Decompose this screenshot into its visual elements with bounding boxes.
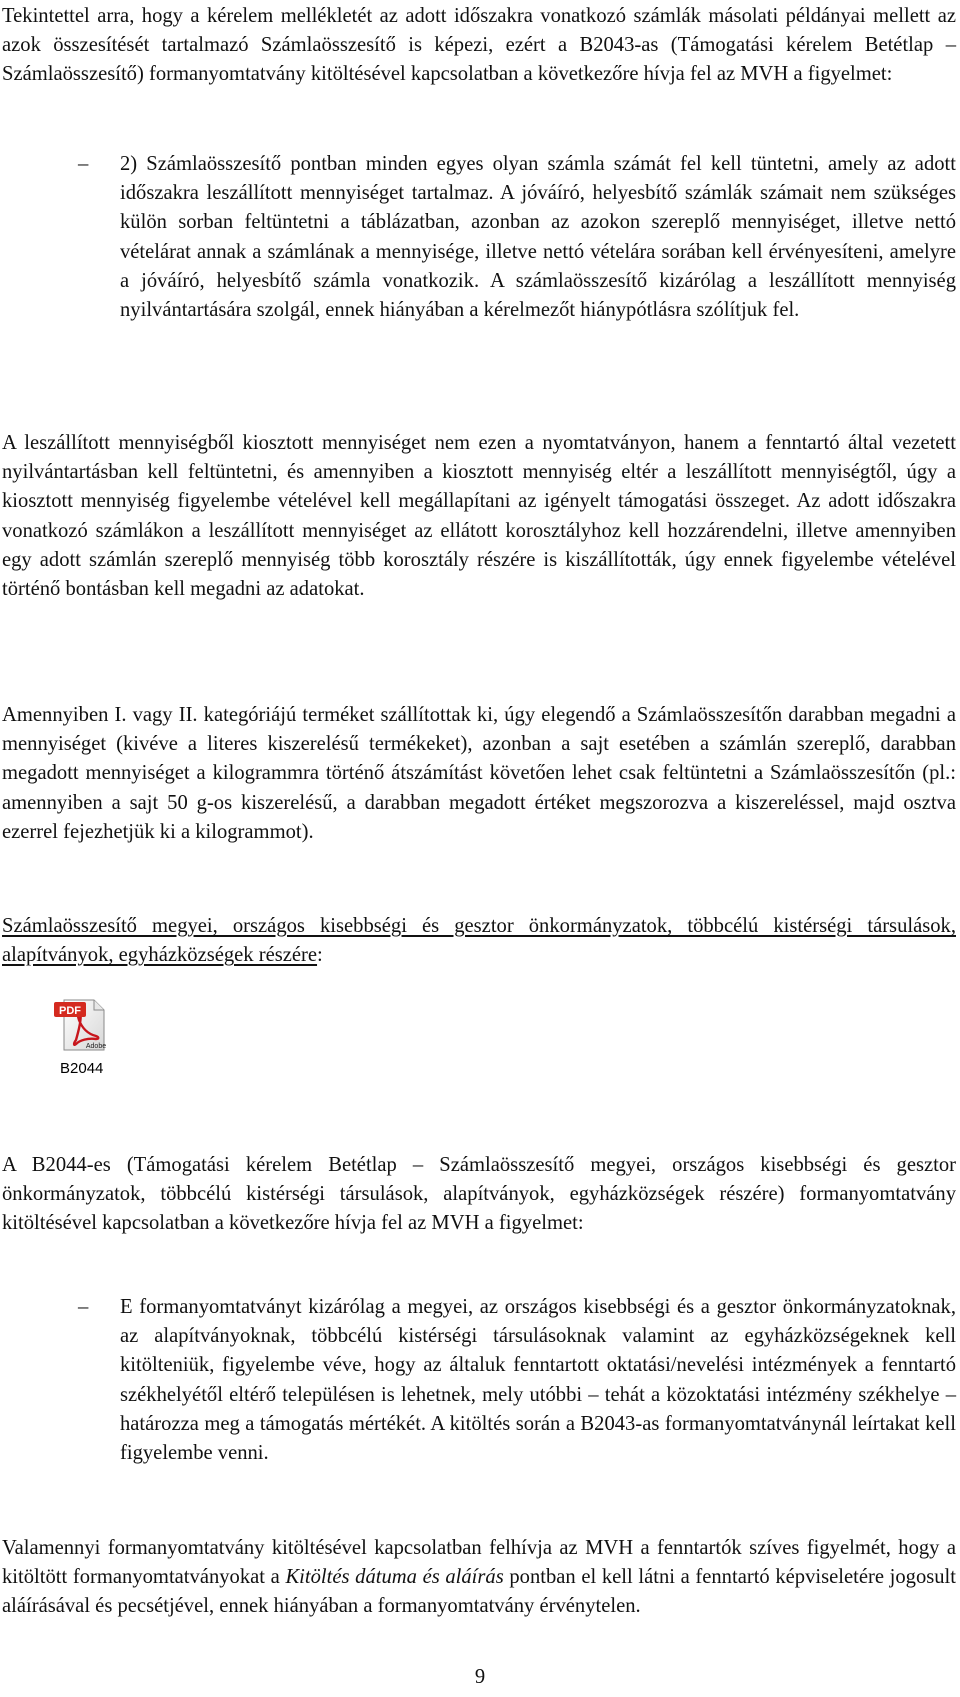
paragraph-leszallitott-mennyiseg: A leszállított mennyiségből kiosztott mennyiséget nem ezen a nyomtatványon, hanem a fenntartó által vezetett nyilvántartásban kell feltüntetni, és amennyiben a kiosztott mennyiség eltér a leszállított mennyiségtől, úgy a kiosztott mennyiség figyelembe vételével kell megállapítani az igényelt támogatási összeget. Az adott időszakra vonatkozó számlákon a leszállított mennyiséget az ellátott korosztályhoz kell hozzárendelni, illetve amennyiben egy adott számlán szereplő mennyiség több korosztály részére is kiszállították, úgy ennek figyelembe vételével történő bontásban kell megadni az adatokat. [2,432,956,601]
closing-text-start: Valamennyi formanyomtatvány kitöltésével kapcsolatban felhívja az MVH a fenntartók szíves figyelmét, hogy a kitöltött formanyomtatványokat a [2,1537,956,1589]
closing-text-end: pontban el kell látni a fenntartó képviseletére jogosult aláírásával és pecsétjével, ennek hiányában a formanyomtatvány érvénytelen. [2,1566,956,1618]
b2044-pdf-attachment[interactable] [52,996,124,1077]
attachment-label: B2044 [60,1060,104,1077]
intro-paragraph: Tekintettel arra, hogy a kérelem mellékletét az adott időszakra vonatkozó számlák másolati példányai mellett az azok összesítését tartalmazó Számlaösszesítő is képezi, ezért a B2043-as (Támogatási kérelem Betétlap – Számlaösszesítő) formanyomtatvány kitöltésével kapcsolatban a következőre hívja fel az MVH a figyelmet: [2,5,956,86]
bullet-paragraph-szamlaosszesito: 2) Számlaösszesítő pontban minden egyes olyan számla számát fel kell tüntetni, amely az adott időszakra leszállított mennyiséget tartalmaz. A jóváíró, helyesbítő számlák számait nem szükséges külön sorban feltüntetni a táblázatban, azonban az azokon szereplő mennyiséget, illetve nettó vételárat annak a számlának a mennyisége, illetve nettó vételára sorában kell érvényesíteni, amelyre a jóváíró, helyesbítő számla vonatkozik. A számlaösszesítő kizárólag a leszállított mennyiség nyilvántartására szolgál, ennek hiányában a kérelmezőt hiánypótlásra szólítjuk fel. [120,153,956,322]
pdf-badge-text: PDF [59,1005,81,1017]
heading-colon: : [317,944,323,967]
pdf-adobe-icon [52,996,112,1054]
bullet-dash: – [78,153,89,175]
b2044-heading-link[interactable]: Számlaösszesítő megyei, országos kisebbségi és gesztor önkormányzatok, többcélú kistérségi társulások, alapítványok, egyházközségek részére [2,915,956,967]
page-number: 9 [474,1666,486,1688]
italic-field-name: Kitöltés dátuma és aláírás [285,1566,504,1589]
b2044-section-heading [2,912,956,970]
adobe-brand-text: Adobe [85,1043,107,1050]
bullet-dash: – [78,1296,89,1318]
paragraph-kategoria: Amennyiben I. vagy II. kategóriájú terméket szállítottak ki, úgy elegendő a Számlaösszesítőn darabban megadni a mennyiséget (kivéve a literes kiszerelésű termékeket), azonban a sajt esetében a számlán szereplő, darabban megadott mennyiséget a kilogrammra történő átszámítást követően lehet csak feltüntetni a Számlaösszesítőn (pl.: amennyiben a sajt 50 g-os kiszerelésű, a darabban megadott értéket megszorozva a kiszereléssel, majd osztva ezerrel fejezhetjük ki a kilogrammot). [2,704,956,843]
bullet-paragraph-formanyomtatvany: E formanyomtatványt kizárólag a megyei, az országos kisebbségi és a gesztor önkormányzatoknak, az alapítványoknak, többcélú kistérségi társulásoknak valamint az egyházközségeknek kell kitölteniük, figyelembe véve, hogy az általuk fenntartott oktatási/nevelési intézmények a fenntartó székhelyétől eltérő településen is lehetnek, mely utóbbi – tehát a közoktatási intézmény székhelye – határozza meg a támogatás mértékét. A kitöltés során a B2043-as formanyomtatványnál leírtakat kell figyelembe venni. [120,1296,956,1465]
closing-paragraph [2,1534,956,1622]
paragraph-b2044: A B2044-es (Támogatási kérelem Betétlap – Számlaösszesítő megyei, országos kisebbségi és gesztor önkormányzatok, többcélú kistérségi társulások, alapítványok, egyházközségek részére) formanyomtatvány kitöltésével kapcsolatban a következőre hívja fel az MVH a figyelmet: [2,1154,956,1235]
